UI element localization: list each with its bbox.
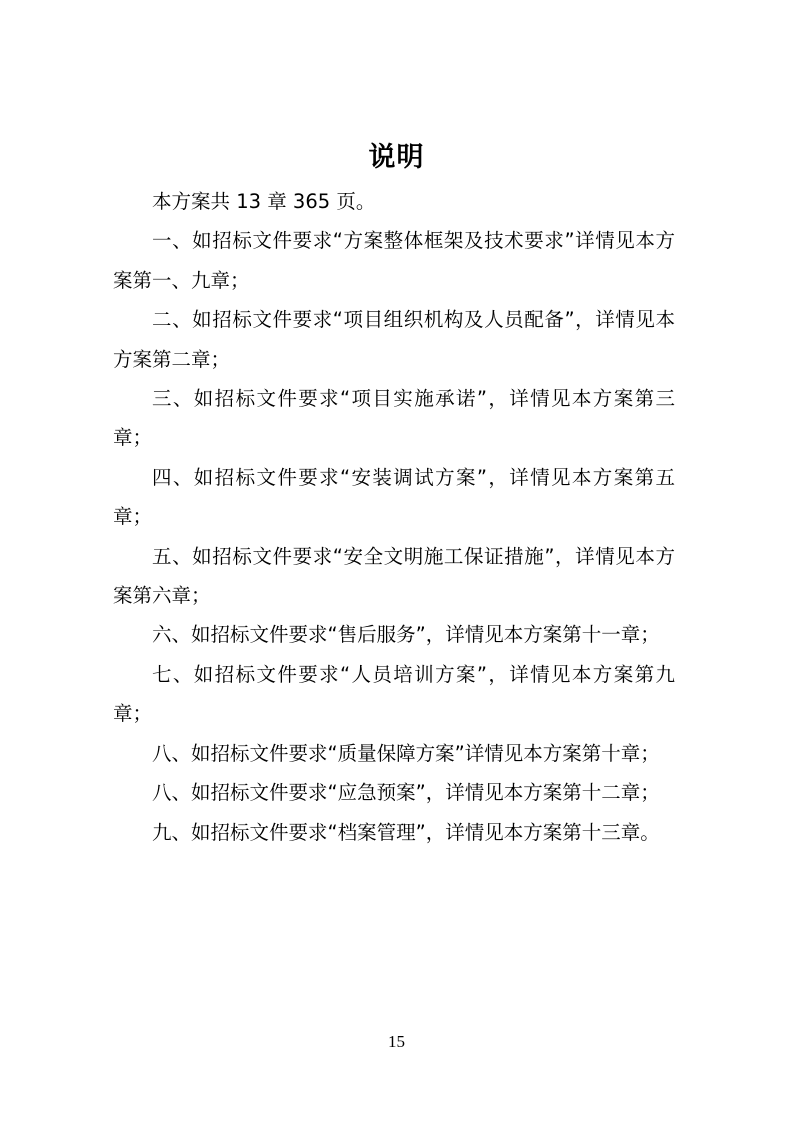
list-item: 七、如招标文件要求“人员培训方案”，详情见本方案第九章； [113, 662, 675, 726]
list-item: 二、如招标文件要求“项目组织机构及人员配备”，详情见本方案第二章； [113, 308, 675, 371]
list-item: 五、如招标文件要求“安全文明施工保证措施”，详情见本方案第六章； [113, 544, 675, 608]
page-number: 15 [388, 1032, 405, 1051]
document-body [113, 182, 675, 852]
intro-paragraph: 本方案共 13 章 365 页。 [152, 190, 376, 213]
list-item: 三、如招标文件要求“项目实施承诺”，详情见本方案第三章； [113, 387, 675, 450]
list-item: 一、如招标文件要求“方案整体框架及技术要求”详情见本方案第一、九章； [113, 229, 675, 292]
list-item: 八、如招标文件要求“质量保障方案”详情见本方案第十章； [152, 741, 660, 765]
page-title: 说明 [368, 142, 425, 173]
list-item: 八、如招标文件要求“应急预案”，详情见本方案第十二章； [152, 781, 660, 805]
list-item: 六、如招标文件要求“售后服务”，详情见本方案第十一章； [152, 623, 660, 647]
list-item: 九、如招标文件要求“档案管理”，详情见本方案第十三章。 [152, 820, 660, 844]
list-item: 四、如招标文件要求“安装调试方案”，详情见本方案第五章； [113, 465, 675, 529]
